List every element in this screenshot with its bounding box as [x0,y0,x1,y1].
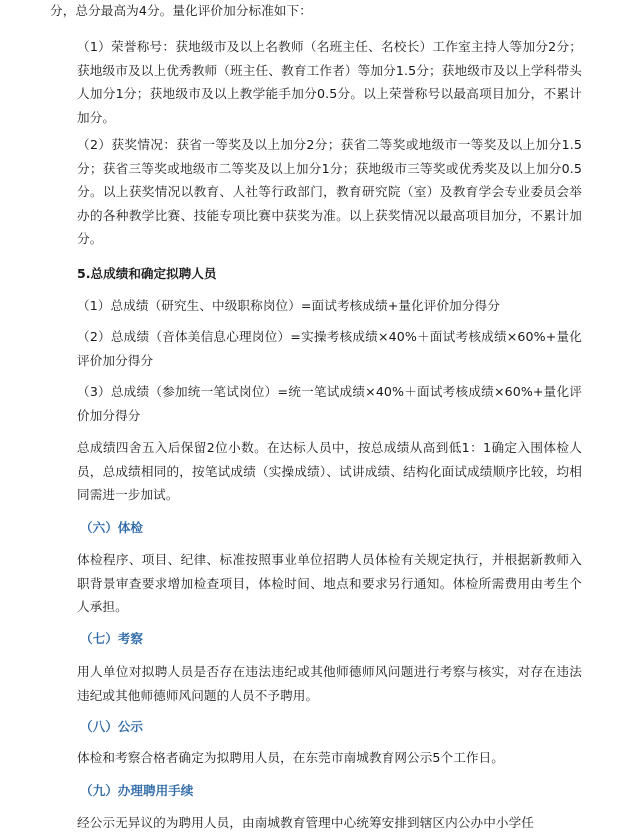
paragraph-total-1: （1）总成绩（研究生、中级职称岗位）=面试考核成绩+量化评价加分得分 [77,298,500,313]
paragraph-physical-exam: 体检程序、项目、纪律、标准按照事业单位招聘人员体检有关规定执行，并根据新教师入职背景审查要求增加检查项目，体检时间、地点和要求另行通知。体检所需费用由考生个人承担。 [77,552,582,614]
paragraph-inspection: 用人单位对拟聘人员是否存在违法违纪或其他师德师风问题进行考察与核实，对存在违法违纪或其他师德师风问题的人员不予聘用。 [77,664,582,703]
paragraph-publicity: 体检和考察合格者确定为拟聘用人员，在东莞市南城教育网公示5个工作日。 [77,750,505,765]
paragraph-total-3: （3）总成绩（参加统一笔试岗位）=统一笔试成绩×40%＋面试考核成绩×60%+量化评价加分得分 [77,384,582,423]
paragraph-rounding: 总成绩四舍五入后保留2位小数。在达标人员中，按总成绩从高到低1：1确定入围体检人员，总成绩相同的，按笔试成绩（实操成绩）、试讲成绩、结构化面试成绩顺序比较，均相同需进一步加试。 [77,440,582,502]
heading-physical-exam: （六）体检 [80,520,143,535]
paragraph-score-intro: 分，总分最高为4分。量化评价加分标准如下： [50,3,312,18]
heading-inspection: （七）考察 [80,631,143,646]
paragraph-total-2: （2）总成绩（音体美信息心理岗位）=实操考核成绩×40%＋面试考核成绩×60%+量化评价加分得分 [77,329,582,368]
paragraph-employment-procedures: 经公示无异议的为聘用人员，由南城教育管理中心统筹安排到辖区内公办中小学任 [77,815,534,830]
paragraph-award: （2）获奖情况：获省一等奖及以上加分2分；获省二等奖或地级市一等奖及以上加分1.5分；获省三等奖或地级市二等奖及以上加分1分；获地级市三等奖或优秀奖及以上加分0.5分。以上获奖情况以教育、人社等行政部门，教育研究院（室）及教育学会专业委员会举办的各种教学比赛、技能专项比赛中获奖为准。以上获奖情况以最高项目加分，不累计加分。 [77,137,582,246]
heading-publicity: （八）公示 [80,719,143,734]
heading-employment-procedures: （九）办理聘用手续 [80,783,194,798]
heading-total-score: 5.总成绩和确定拟聘人员 [77,266,217,281]
paragraph-honor: （1）荣誉称号：获地级市及以上名教师（名班主任、名校长）工作室主持人等加分2分；获地级市及以上优秀教师（班主任、教育工作者）等加分1.5分；获地级市及以上学科带头人加分1分；获地级市及以上教学能手加分0.5分。以上荣誉称号以最高项目加分，不累计加分。 [77,39,582,125]
